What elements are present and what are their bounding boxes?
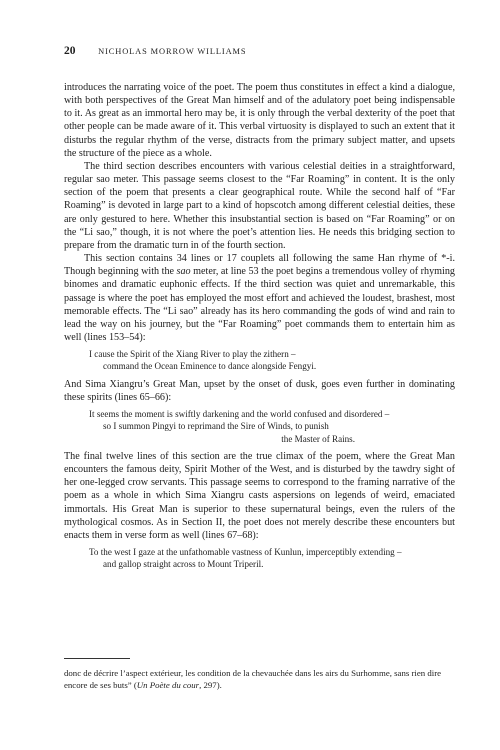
- sao-term: sao: [176, 266, 191, 278]
- quote-line: command the Ocean Eminence to dance alongside Fengyi.: [103, 361, 317, 372]
- paragraph-1: introduces the narrating voice of the poet. The poem thus constitutes in effect a kind a dialogue, with both perspectives of the Great Man himself and of the adulatory poet being indispensable to it. As great as an immortal hero may be, it is only through the verbal dexterity of the poet that other people can be made aware of it. This verbal virtuosity is displayed to such an extent that it disturbs the regular rhythm of the verse, distracts from the primary subject matter, and upsets the structure of the piece as a whole.: [64, 82, 455, 159]
- paragraph-4: And Sima Xiangru’s Great Man, upset by the onset of dusk, goes even further in dominating these spirits (lines 65–66):: [64, 378, 455, 403]
- block-quote-1: [89, 348, 455, 373]
- paragraph-5: The final twelve lines of this section are the true climax of the poem, where the Great Man encounters the famous deity, Spirit Mother of the West, and is disturbed by the tawdry sight of her one-legged crow servants. This passage seems to correspond to the framing narrative of the poem as a whole in which Sima Xiangru casts aspersions on legends of weird, emaciated immortals. His Great Man is superior to these supernatural beings, even the rulers of the mythological cosmos. As in Section II, the poet does not merely describe these encounters but enacts them in verse form as well (lines 67–68):: [64, 450, 455, 541]
- paragraph-3-part-1: This section contains 34 lines or 17 couplets all following the same Han rhyme of *-i. Though beginning with the: [64, 253, 455, 278]
- block-quote-3: [89, 546, 455, 571]
- quote-line: the Master of Rains.: [281, 433, 355, 444]
- running-head: [64, 44, 452, 58]
- paragraph-3: [64, 252, 455, 344]
- footnote-text-after: , 297).: [199, 679, 222, 690]
- footnote: [64, 668, 455, 692]
- footnote-text-before: donc de décrire l’aspect extérieur, les condition de la chevauchée dans les airs du Surhomme, sans rien dire encore de ses buts” (: [64, 668, 442, 690]
- footnote-cited-title: Un Poète du cour: [136, 679, 200, 690]
- quote-line: and gallop straight across to Mount Triperil.: [103, 559, 264, 570]
- block-quote-2: [89, 408, 455, 445]
- quote-line: It seems the moment is swiftly darkening and the world confused and disordered –: [89, 409, 390, 420]
- page-number: 20: [64, 45, 76, 57]
- paragraph-2: The third section describes encounters with various celestial deities in a straightforward, regular sao meter. This passage seems closest to the “Far Roaming” in content. It is the only section of the poem that presents a clear geographical route. While the second half of “Far Roaming” is devoted in large part to a kind of hopscotch among different celestial deities, these are only gestured to here. Whether this insubstantial section is based on “Far Roaming” or on the “Li sao,” though, it is not where the poet’s attention lies. He needs this bridging section to prepare from the dramatic turn in of the fourth section.: [64, 160, 455, 251]
- running-title: NICHOLAS MORROW WILLIAMS: [98, 47, 247, 56]
- main-text: [64, 81, 455, 576]
- footnote-divider: [64, 658, 130, 659]
- quote-line: To the west I gaze at the unfathomable vastness of Kunlun, imperceptibly extending –: [89, 547, 402, 558]
- paragraph-3-part-2: meter, at line 53 the poet begins a tremendous volley of rhyming binomes and dramatic euphonic effects. If the third section was quiet and unremarkable, this passage is where the poet has employed the most effort and achieved the loudest, brashest, most memorable effects. The “Li sao” already has its hero commanding the gods of wind and rain to lead the way on his journey, but the “Far Roaming” poet commands them to entertain him as well (lines 153–54):: [64, 266, 455, 343]
- quote-line: I cause the Spirit of the Xiang River to play the zithern –: [89, 349, 296, 360]
- quote-line: so I summon Pingyi to reprimand the Sire of Winds, to punish: [103, 421, 329, 432]
